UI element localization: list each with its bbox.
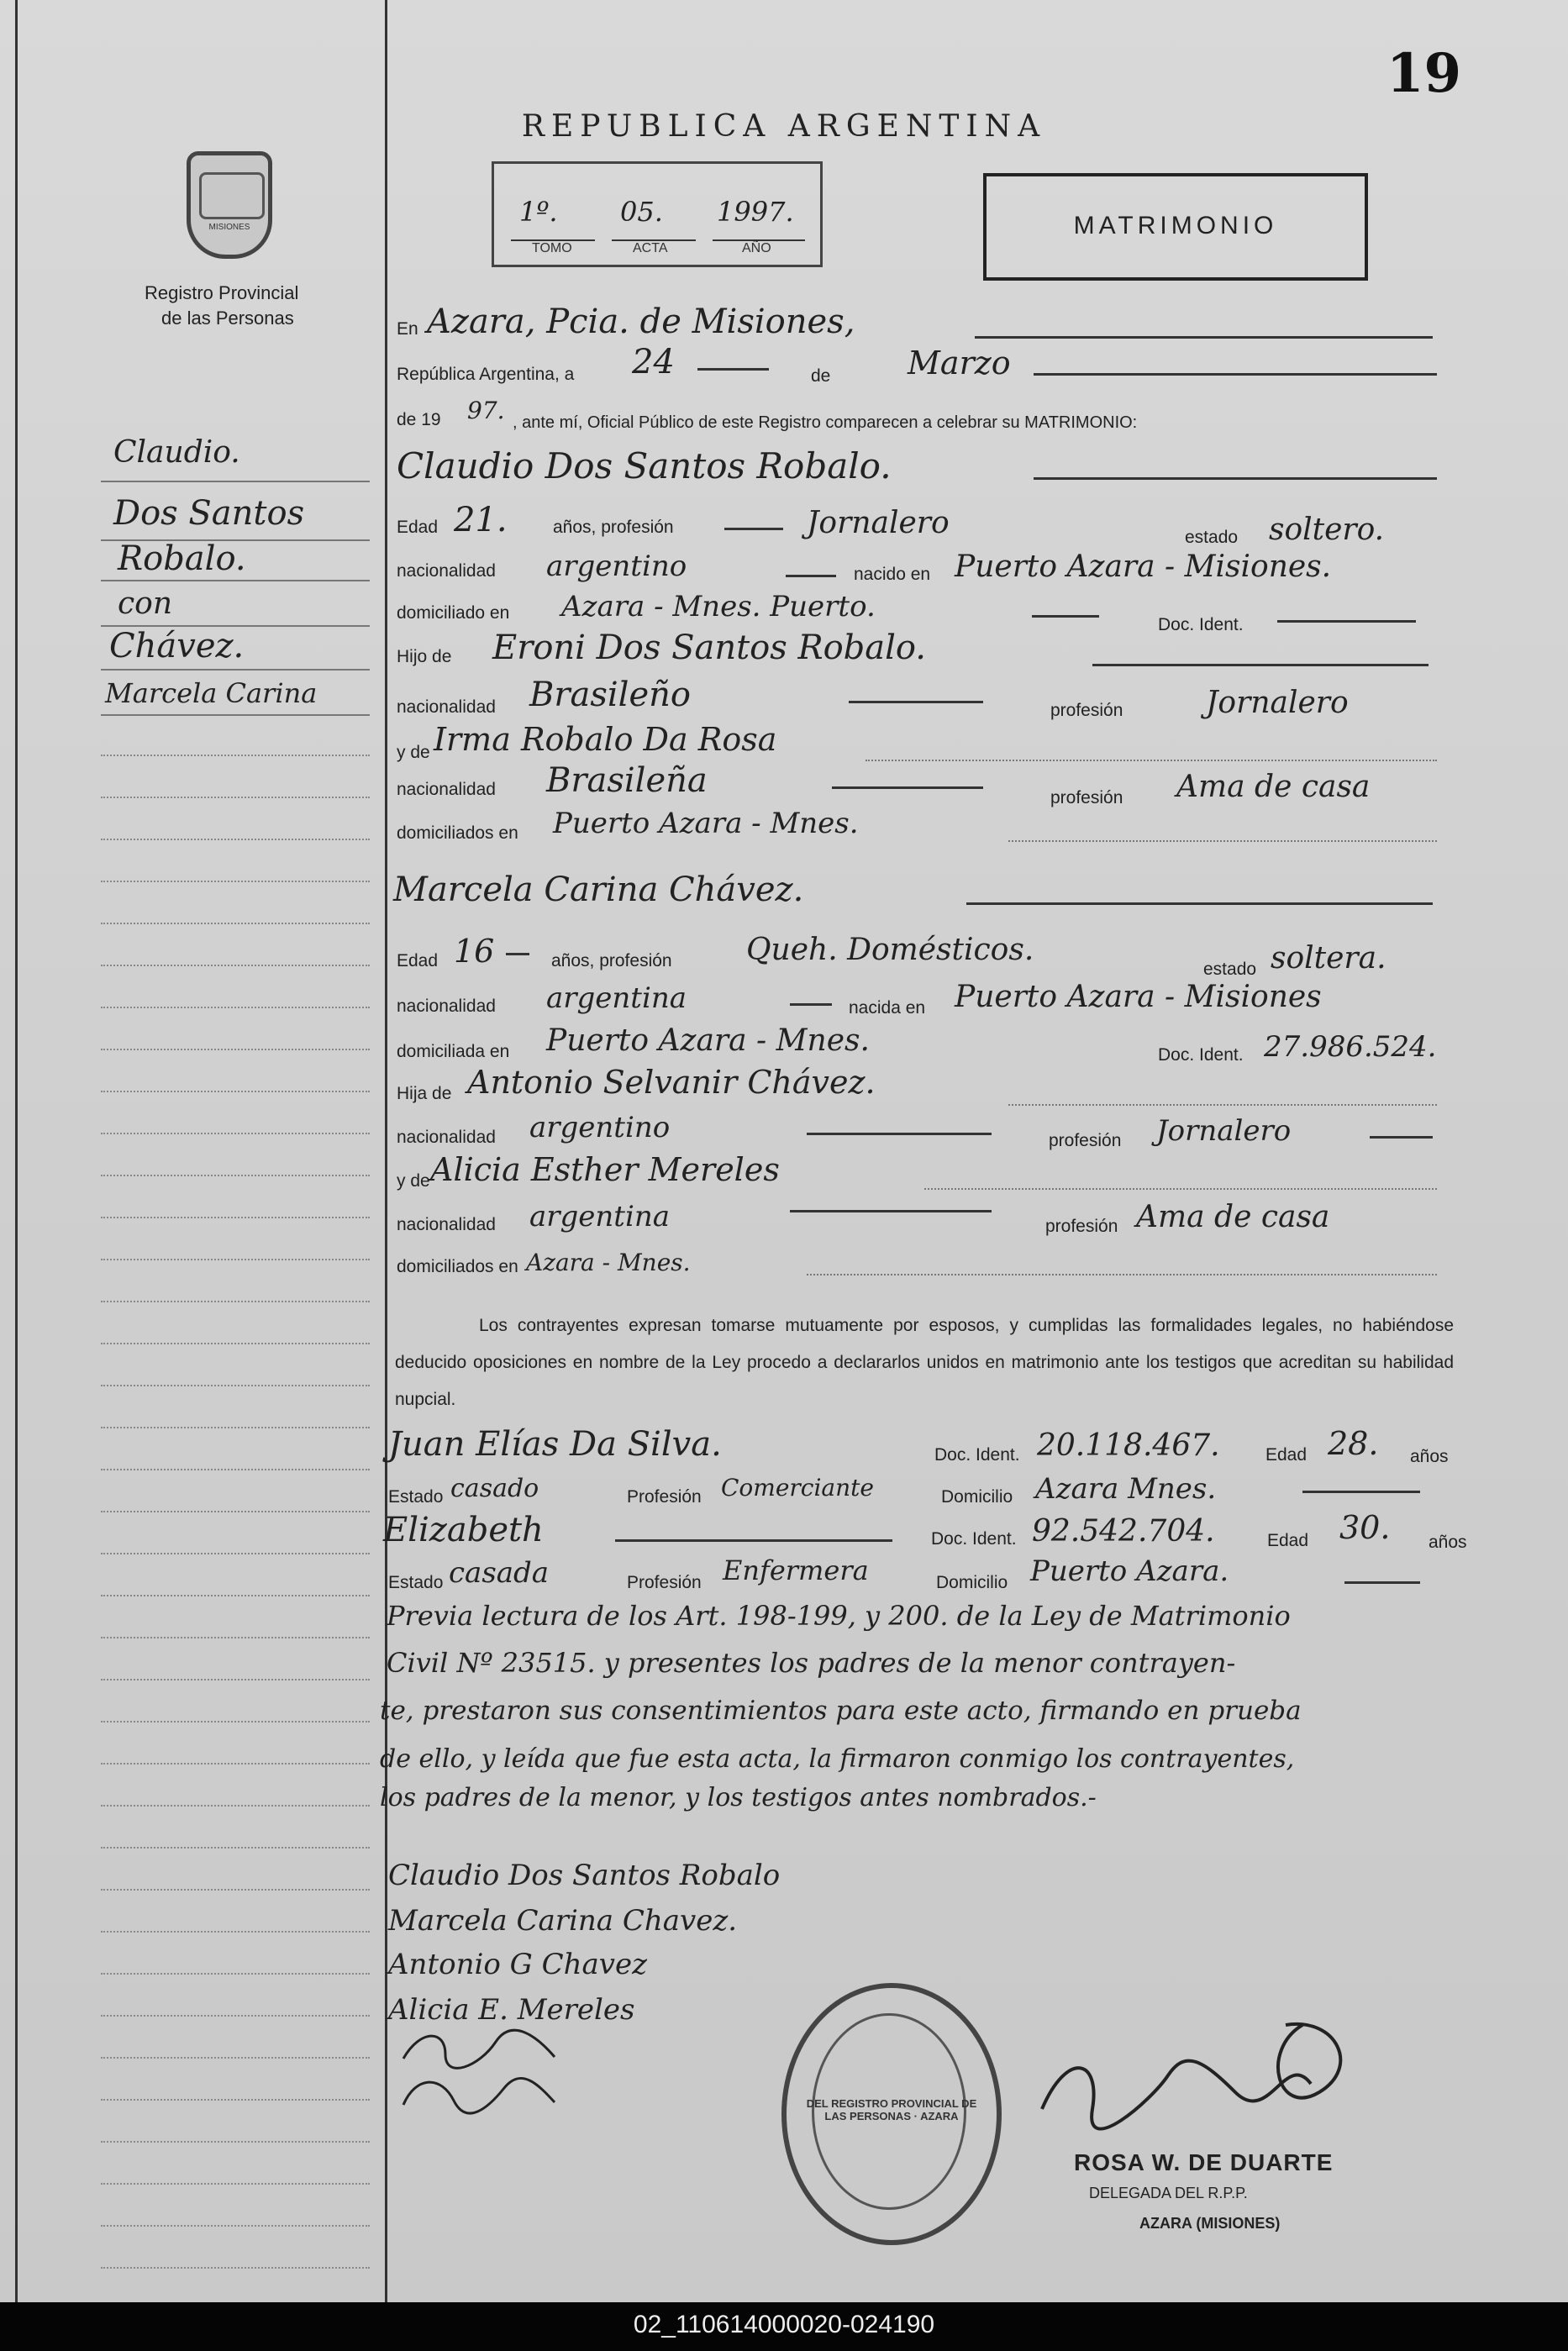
groom-anos-label: años, profesión [553, 518, 674, 537]
bride-domiciliados-label: domiciliados en [397, 1257, 518, 1276]
witness2-profesion-label: Profesión [627, 1573, 702, 1592]
marriage-day: 24 [632, 343, 675, 381]
margin-note-line: Marcela Carina [105, 677, 318, 709]
groom-nacido-label: nacido en [854, 565, 931, 584]
witness1-doc: 20.118.467. [1037, 1428, 1220, 1463]
margin-note-line: Dos Santos [113, 494, 305, 533]
bride-profession: Queh. Domésticos. [746, 933, 1034, 967]
groom-mother: Irma Robalo Da Rosa [434, 721, 777, 758]
margin-note-line: Robalo. [118, 539, 246, 578]
record-number-box [492, 161, 823, 267]
witness2-domicile: Puerto Azara. [1030, 1554, 1229, 1588]
margin-rule-left [15, 0, 18, 2302]
margin-note-line: Claudio. [113, 435, 240, 470]
bride-nacionalidad-label: nacionalidad [397, 997, 496, 1016]
official-title: DELEGADA DEL R.P.P. [1089, 2185, 1248, 2201]
witness1-domicilio-label: Domicilio [941, 1487, 1013, 1507]
handwritten-note-line: de ello, y leída que fue esta acta, la firmaron conmigo los contrayentes, [380, 1744, 1295, 1774]
bride-marital: soltera. [1271, 941, 1386, 976]
witness2-domicilio-label: Domicilio [936, 1573, 1008, 1592]
republica-label: República Argentina, a [397, 365, 575, 384]
bride-doc-label: Doc. Ident. [1158, 1045, 1244, 1065]
groom-marital: soltero. [1269, 513, 1385, 547]
ano-label: AÑO [742, 241, 771, 255]
signature-bride: Marcela Carina Chavez. [388, 1904, 738, 1938]
handwritten-note-line: te, prestaron sus consentimientos para este acto, firmando en prueba [380, 1696, 1302, 1726]
witness2-anos-label: años [1429, 1533, 1467, 1552]
registry-stamp [781, 1983, 1002, 2245]
groom-yde-label: y de [397, 743, 430, 762]
witness2-age: 30. [1339, 1509, 1391, 1546]
witness2-estado-label: Estado [388, 1573, 444, 1592]
witness1-anos-label: años [1410, 1447, 1449, 1466]
signature-witness2-icon [395, 2067, 563, 2117]
groom-profession: Jornalero [807, 506, 950, 540]
groom-mother-nationality: Brasileña [546, 761, 708, 800]
groom-birthplace: Puerto Azara - Misiones. [955, 550, 1332, 584]
bride-mother-profession: Ama de casa [1136, 1200, 1330, 1234]
record-type: MATRIMONIO [1073, 212, 1278, 239]
groom-domicile: Azara - Mnes. Puerto. [561, 590, 876, 623]
bride-parents-domicile: Azara - Mnes. [526, 1249, 691, 1276]
groom-name: Claudio Dos Santos Robalo. [397, 445, 892, 487]
bride-father-nat-label: nacionalidad [397, 1128, 496, 1147]
document-id: 02_110614000020-024190 [633, 2311, 935, 2338]
groom-father-nationality: Brasileño [529, 676, 691, 714]
tomo-label: TOMO [532, 241, 572, 255]
bride-domiciliada-label: domiciliada en [397, 1042, 510, 1061]
handwritten-note-line: Civil Nº 23515. y presentes los padres de la menor contrayen- [387, 1647, 1236, 1679]
year-prefix: de 19 [397, 410, 441, 429]
margin-rule-right [385, 0, 387, 2302]
footer-bar [0, 2302, 1568, 2351]
official-signature-icon [1034, 2000, 1370, 2151]
marriage-month: Marzo [908, 344, 1011, 381]
groom-age: 21. [454, 501, 508, 539]
acta-label: ACTA [633, 241, 668, 255]
bride-mother-nat-label: nacionalidad [397, 1215, 496, 1234]
witness1-doc-label: Doc. Ident. [934, 1445, 1020, 1465]
witness2-edad-label: Edad [1267, 1531, 1309, 1550]
groom-father: Eroni Dos Santos Robalo. [492, 629, 927, 667]
de-label: de [811, 366, 831, 386]
margin-note-line: con [118, 586, 173, 621]
tomo-value: 1º. [519, 196, 558, 228]
groom-edad-label: Edad [397, 518, 439, 537]
bride-mother-prof-label: profesión [1045, 1217, 1118, 1236]
witness2-estado: casada [449, 1556, 550, 1590]
groom-parents-domicile: Puerto Azara - Mnes. [553, 807, 859, 840]
official-location: AZARA (MISIONES) [1139, 2215, 1281, 2232]
groom-mother-nat-label: nacionalidad [397, 780, 496, 799]
bride-domicile: Puerto Azara - Mnes. [546, 1023, 870, 1058]
bride-hija-label: Hija de [397, 1084, 452, 1103]
record-type-box [983, 173, 1368, 281]
witness1-age: 28. [1328, 1425, 1379, 1462]
handwritten-note-line: Previa lectura de los Art. 198-199, y 200. de la Ley de Matrimonio [387, 1600, 1291, 1632]
groom-domiciliados-label: domiciliados en [397, 823, 518, 843]
groom-domiciliado-label: domiciliado en [397, 603, 510, 623]
groom-father-profession: Jornalero [1206, 686, 1349, 720]
witness1-estado-label: Estado [388, 1487, 444, 1507]
declaration-text: Los contrayentes expresan tomarse mutuamente por esposos, y cumplidas las formalidades legales, no habiéndose deducido oposiciones en nombre de la Ley procedo a declararlos unidos en matrimonio ante los testigos que acreditan su habilidad nupcial. [395, 1316, 1454, 1409]
en-label: En [397, 319, 418, 339]
handwritten-note-line: los padres de la menor, y los testigos antes nombrados.- [380, 1783, 1097, 1812]
bride-birthplace: Puerto Azara - Misiones [955, 980, 1322, 1014]
margin-note-line: Chávez. [109, 627, 245, 665]
signature-bride-father: Antonio G Chavez [388, 1948, 648, 1981]
witness1-profesion-label: Profesión [627, 1487, 702, 1507]
witness1-domicile: Azara Mnes. [1035, 1472, 1217, 1506]
bride-age: 16 [454, 933, 495, 970]
intro-statement: , ante mí, Oficial Público de este Registro comparecen a celebrar su MATRIMONIO: [513, 413, 1138, 432]
bride-father-profession: Jornalero [1156, 1114, 1292, 1148]
bride-name: Marcela Carina Chávez. [393, 870, 804, 909]
official-name: ROSA W. DE DUARTE [1074, 2149, 1334, 2175]
bride-yde-label: y de [397, 1171, 430, 1191]
bride-father-nationality: argentino [529, 1111, 671, 1144]
marriage-place: Azara, Pcia. de Misiones, [427, 302, 855, 341]
bride-mother: Alicia Esther Mereles [430, 1151, 780, 1188]
witness1-profession: Comerciante [721, 1474, 874, 1502]
acta-value: 05. [620, 196, 663, 228]
groom-nationality: argentino [546, 550, 687, 583]
signature-bride-mother: Alicia E. Mereles [388, 1993, 635, 2027]
country-title: REPUBLICA ARGENTINA [521, 109, 1047, 144]
bride-anos-label: años, profesión [551, 951, 672, 970]
witness1-name: Juan Elías Da Silva. [388, 1425, 722, 1464]
registry-line1: Registro Provincial [145, 282, 299, 303]
groom-mother-profession: Ama de casa [1176, 770, 1371, 804]
witness1-edad-label: Edad [1265, 1445, 1308, 1465]
bride-nationality: argentina [546, 981, 687, 1015]
page-number: 19 [1386, 42, 1462, 105]
witness2-profession: Enfermera [723, 1554, 869, 1586]
groom-doc-label: Doc. Ident. [1158, 615, 1244, 634]
witness2-doc-label: Doc. Ident. [931, 1529, 1017, 1549]
groom-father-prof-label: profesión [1050, 701, 1123, 720]
provincial-emblem-icon [187, 151, 272, 259]
bride-nacida-label: nacida en [849, 998, 926, 1018]
bride-estado-label: estado [1203, 960, 1257, 979]
stamp-text: DEL REGISTRO PROVINCIAL DE LAS PERSONAS · AZARA [806, 2097, 977, 2122]
groom-hijo-label: Hijo de [397, 647, 452, 666]
signature-groom: Claudio Dos Santos Robalo [388, 1859, 781, 1892]
emblem-text: MISIONES [208, 223, 250, 232]
registry-line2: de las Personas [161, 308, 294, 329]
witness2-doc: 92.542.704. [1032, 1514, 1215, 1549]
bride-edad-label: Edad [397, 951, 439, 970]
bride-father-prof-label: profesión [1049, 1131, 1122, 1150]
groom-father-nat-label: nacionalidad [397, 697, 496, 717]
groom-mother-prof-label: profesión [1050, 788, 1123, 807]
witness1-estado: casado [450, 1474, 539, 1503]
ano-value: 1997. [717, 196, 794, 228]
groom-estado-label: estado [1185, 528, 1239, 547]
witness2-name: Elizabeth [383, 1511, 544, 1549]
bride-father: Antonio Selvanir Chávez. [467, 1064, 876, 1101]
year-suffix: 97. [467, 397, 505, 424]
bride-mother-nationality: argentina [529, 1200, 671, 1233]
groom-nacionalidad-label: nacionalidad [397, 561, 496, 581]
bride-doc: 27.986.524. [1264, 1030, 1437, 1064]
